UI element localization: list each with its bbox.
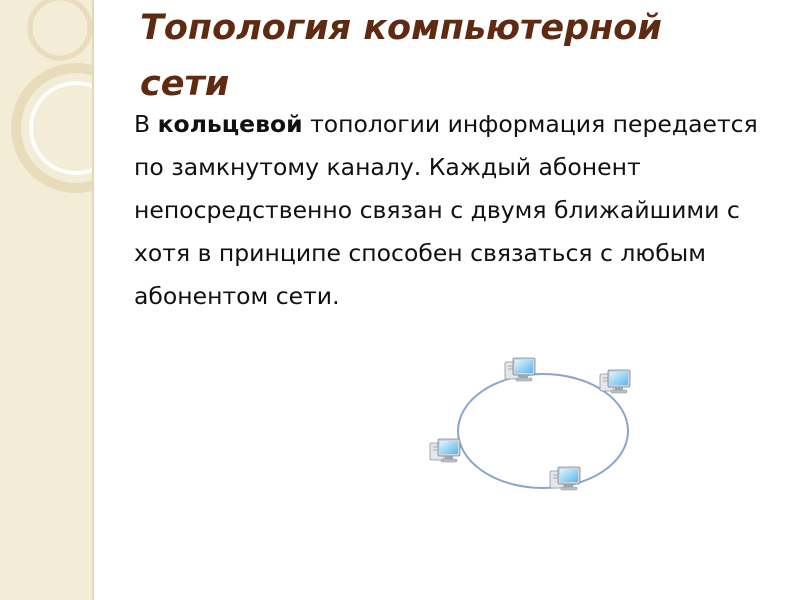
decorative-circles xyxy=(0,0,92,600)
computer-icon xyxy=(430,439,460,462)
paragraph-rest: топологии информация передается по замкнутому каналу. Каждый абонент непосредственно связан с двумя ближайшими с хотя в принципе способен связаться с любым абонентом сети. xyxy=(134,110,758,310)
left-decorative-band xyxy=(0,0,94,600)
slide-title: Топология компьютерной сети xyxy=(140,8,662,104)
paragraph-intro: В xyxy=(134,110,158,138)
computer-icon xyxy=(550,467,580,490)
paragraph-bold-term: кольцевой xyxy=(157,110,303,138)
computer-icon xyxy=(600,370,630,393)
ring-topology-diagram xyxy=(425,345,665,515)
slide-paragraph xyxy=(134,103,784,318)
computer-icon xyxy=(505,358,535,381)
